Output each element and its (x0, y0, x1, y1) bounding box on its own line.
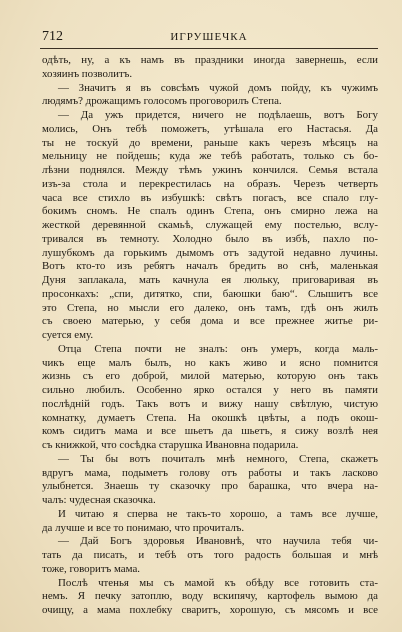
text-line: жесткой деревянной скамьѣ, служащей ему постелью, вслу- (42, 219, 378, 231)
header-rule (40, 48, 378, 49)
text-line: вдругъ мама, подыметъ голову отъ работы и такъ ласково (42, 466, 378, 479)
running-title: ИГРУШЕЧКА (170, 31, 248, 43)
text-line: жизнь съ его доброй, милой матерью, которую онъ такъ (42, 370, 378, 383)
text-line: мельницу не пойдешь; куда же тебѣ работать, только съ бо- (42, 150, 378, 163)
text-line: Послѣ чтенья мы съ мамой къ обѣду все готовить ста- (58, 576, 378, 589)
text-line: — Ты бы вотъ почиталъ мнѣ немного, Степа, скажетъ (58, 452, 378, 465)
text-line: Вотъ кто-то изъ ребятъ началъ бредить во снѣ, маленькая (42, 260, 378, 273)
text-line: улыбнется. Знаешь ту сказочку про барашка, что вчера на- (42, 480, 378, 493)
text-line: — Дай Богъ здоровья Ивановнѣ, что научила тебя чи- (58, 535, 378, 548)
text-line: просонкахъ: „спи, дитятко, спи, баюшки баю“. Слышитъ все (42, 287, 378, 300)
text-line: тривался въ темноту. Холодно было въ избѣ, пахло по- (42, 232, 378, 245)
text-line: лѣзни поднялся. Между тѣмъ ужинъ кончился. Семья встала (42, 164, 378, 176)
page-body-text (42, 54, 378, 618)
text-line: — Да ужъ придется, ничего не подѣлаешь, вотъ Богу (58, 109, 378, 121)
text-line: Отца Степа почти не зналъ: онъ умеръ, когда маль- (58, 342, 378, 355)
text-line: комъ сидитъ мама и все шьетъ да шьетъ, я сижу возлѣ нея (42, 425, 378, 438)
text-line: одѣть, ну, а къ намъ въ праздники иногда завернешь, если (42, 54, 378, 66)
text-line: чикъ еще малъ былъ, но какъ живо и ясно помнится (42, 356, 378, 369)
text-line: — Значитъ я въ совсѣмъ чужой домъ пойду, къ чужимъ (58, 81, 378, 94)
text-line: лушубкомъ да горькимъ дымомъ отъ задутой недавно лучины. (42, 246, 378, 259)
text-line: немъ. Я печку затоплю, воду вскипячу, картофель вымою да (42, 590, 378, 603)
text-line: комнатку, думаетъ Степа. На окошкѣ цвѣты, а подъ окош- (42, 411, 378, 424)
text-line: часа все стихло въ избушкѣ: свѣтъ погасъ, все спало глу- (42, 191, 378, 204)
text-line: И читаю я сперва не такъ-то хорошо, а тамъ все лучше, (58, 507, 378, 520)
text-line: сильно любилъ. Особенно ярко остался у него въ памяти (42, 384, 378, 396)
text-line: молись, Онъ тебѣ поможетъ, утѣшала его Настасья. Да (42, 122, 378, 135)
text-line: тоже, говоритъ мама. (42, 562, 141, 575)
text-line: тать да писать, и тебѣ отъ того радость большая и мнѣ (42, 549, 378, 561)
text-line: Дуня заплакала, мать качнула ея люльку, приговаривая въ (42, 274, 378, 286)
text-line: съ книжкой, что сосѣдка старушка Ивановна подарила. (42, 439, 299, 451)
text-line: да лучше и все то понимаю, что прочиталъ. (42, 521, 245, 534)
page-number: 712 (42, 29, 63, 44)
text-line: съ своею матерью, у себя дома и все прежнее житье ри- (42, 315, 378, 328)
text-line: изъ-за стола и перекрестилась на образъ. Черезъ четверть (42, 177, 378, 190)
text-line: суется ему. (42, 329, 94, 341)
text-line: людямъ? дрожащимъ голосомъ проговорилъ Степа. (42, 95, 282, 108)
text-line: очищу, а мама похлебку сваритъ, хорошую, съ мясомъ и все (42, 604, 378, 616)
text-line: чалъ: чудесная сказочка. (42, 494, 156, 506)
text-line: ты не тоскуй до времени, раньше какъ черезъ мѣсяцъ на (42, 136, 378, 149)
text-line: послѣдній годъ. Такъ вотъ и вижу нашу свѣтлую, чистую (42, 397, 378, 410)
text-line: хозяинъ позволитъ. (42, 67, 133, 80)
text-line: это Степа, но мысли его далеко, онъ тамъ, гдѣ онъ жилъ (42, 301, 378, 314)
text-line: бокимъ сномъ. Не спалъ одинъ Степа, онъ смирно лежа на (42, 205, 378, 218)
page-header (40, 29, 378, 45)
